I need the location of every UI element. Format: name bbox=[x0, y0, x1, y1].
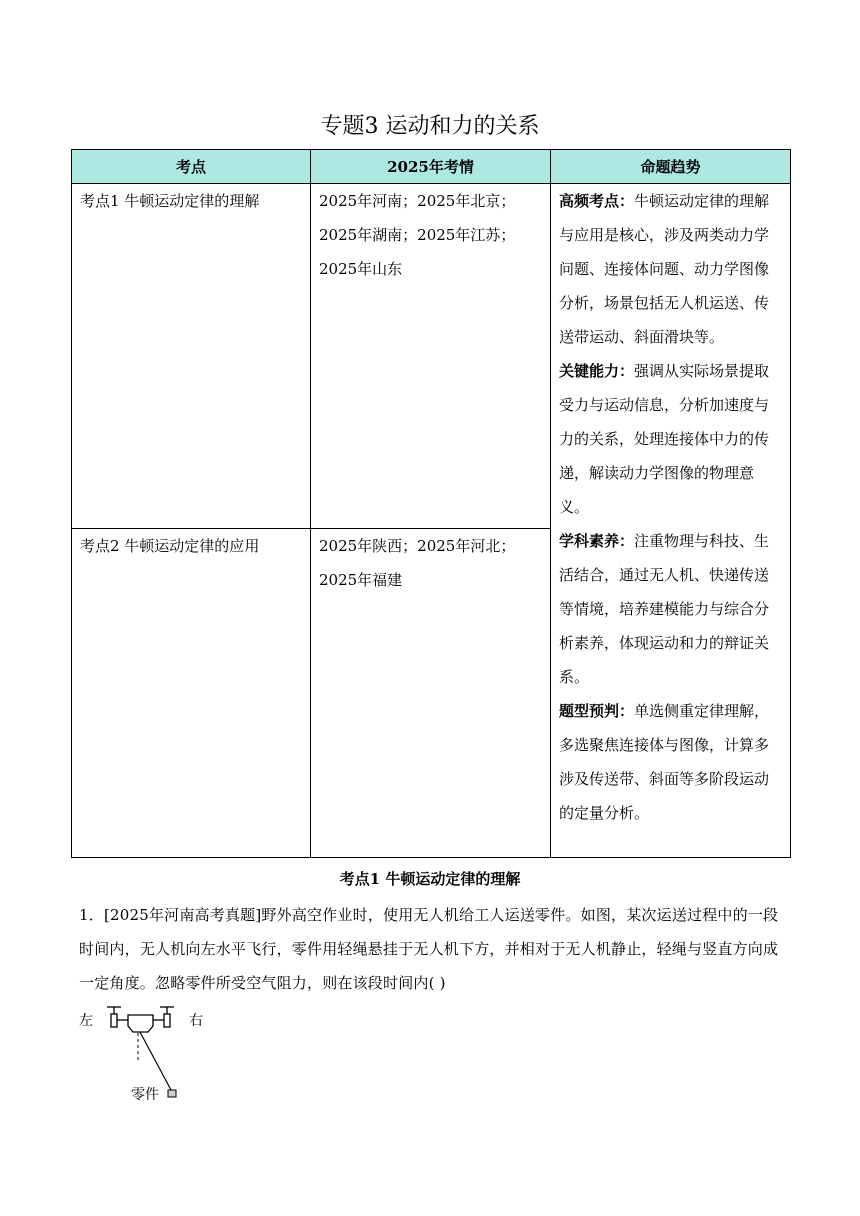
part-label: 零件 bbox=[131, 1087, 159, 1103]
drone-icon bbox=[107, 1007, 174, 1032]
trend-label: 高频考点： bbox=[559, 192, 635, 210]
right-label: 右 bbox=[189, 1013, 203, 1029]
page-title: 专题3 运动和力的关系 bbox=[320, 114, 540, 139]
rope-line bbox=[140, 1032, 171, 1090]
exam-analysis-table bbox=[71, 149, 791, 858]
section-title: 考点1 牛顿运动定律的理解 bbox=[339, 870, 521, 888]
question-text: 1．[2025年河南高考真题]野外高空作业时，使用无人机给工人运送零件。如图，某次运送过程中的一段时间内，无人机向左水平飞行，零件用轻绳悬挂于无人机下方，并相对于无人机静止，轻绳与竖直方向成一定角度。忽略零件所受空气阻力，则在该段时间内( ) bbox=[79, 906, 779, 992]
trend-text: 单选侧重定律理解，多选聚焦连接体与图像，计算多涉及传送带、斜面等多阶段运动的定量分析。 bbox=[559, 702, 770, 822]
topic-cell: 考点2 牛顿运动定律的应用 bbox=[72, 529, 311, 858]
header-topic: 考点 bbox=[72, 150, 311, 184]
exams-cell: 2025年河南；2025年北京；2025年湖南；2025年江苏；2025年山东 bbox=[311, 184, 551, 529]
trend-label: 题型预判： bbox=[559, 702, 635, 720]
trend-text: 强调从实际场景提取受力与运动信息，分析加速度与力的关系，处理连接体中力的传递，解读动力学图像的物理意义。 bbox=[559, 362, 770, 516]
trend-label: 关键能力： bbox=[559, 362, 635, 380]
trend-text: 牛顿运动定律的理解与应用是核心，涉及两类动力学问题、连接体问题、动力学图像分析，场景包括无人机运送、传送带运动、斜面滑块等。 bbox=[559, 192, 770, 346]
drone-figure bbox=[76, 1004, 216, 1106]
trend-item bbox=[559, 524, 782, 694]
trend-text: 注重物理与科技、生活结合，通过无人机、快递传送等情境，培养建模能力与综合分析素养，体现运动和力的辩证关系。 bbox=[559, 532, 770, 686]
trend-item bbox=[559, 184, 782, 354]
left-label: 左 bbox=[79, 1013, 93, 1029]
topic-cell: 考点1 牛顿运动定律的理解 bbox=[72, 184, 311, 529]
table-row bbox=[72, 184, 791, 529]
trend-cell bbox=[551, 184, 791, 858]
header-trend: 命题趋势 bbox=[551, 150, 791, 184]
table-header-row bbox=[72, 150, 791, 184]
trend-item bbox=[559, 354, 782, 524]
part-icon bbox=[168, 1090, 176, 1097]
trend-item bbox=[559, 694, 782, 830]
trend-label: 学科素养： bbox=[559, 532, 635, 550]
exams-cell: 2025年陕西；2025年河北；2025年福建 bbox=[311, 529, 551, 858]
header-exams: 2025年考情 bbox=[311, 150, 551, 184]
